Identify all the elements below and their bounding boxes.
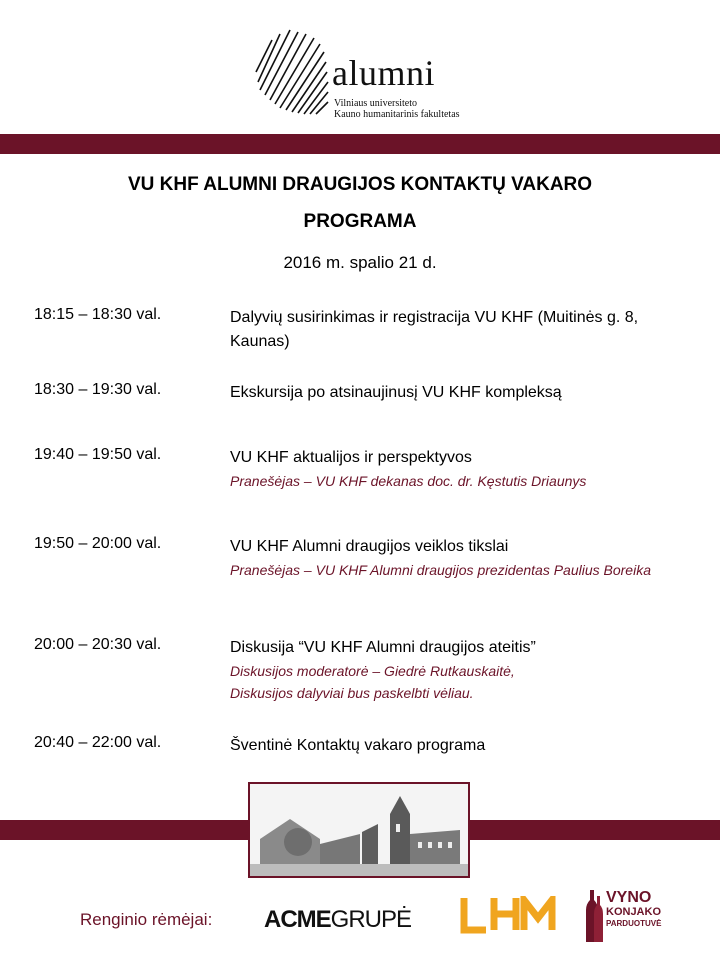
building-illustration [250,784,468,876]
vyno-logo-line-2: KONJAKO [606,906,662,918]
acme-grupe-logo [264,906,411,934]
schedule-desc: Dalyvių susirinkimas ir registracija VU KHF (Muitinės g. 8, Kaunas) [230,309,639,350]
schedule-desc: Šventinė Kontaktų vakaro programa [230,737,486,754]
logo-subtitle [334,98,460,120]
schedule-speaker-note: Pranešėjas – VU KHF dekanas doc. dr. Kęstutis Driaunys [230,473,587,489]
schedule-time: 20:00 – 20:30 val. [34,636,162,653]
schedule-desc: Ekskursija po atsinaujinusį VU KHF kompleksą [230,384,562,401]
lhm-logo [460,896,558,934]
schedule-time: 18:15 – 18:30 val. [34,306,162,323]
acme-logo-part-1: ACME [264,906,331,933]
acme-logo-part-2: GRUPĖ [330,906,412,933]
logo-subtitle-line-2: Kauno humanitarinis fakultetas [334,109,460,120]
schedule-desc: Diskusija “VU KHF Alumni draugijos ateitis” [230,639,536,656]
schedule-desc: VU KHF Alumni draugijos veiklos tikslai [230,538,509,555]
schedule-participants-note: Diskusijos dalyviai bus paskelbti vėliau. [230,685,474,701]
vyno-logo-line-3: PARDUOTUVĖ [606,919,662,928]
program-title-line-2: PROGRAMA [303,211,417,232]
schedule-desc-block [230,446,690,492]
vyno-logo-text [606,890,661,930]
schedule-desc-block [230,636,690,704]
schedule-moderator-note: Diskusijos moderatorė – Giedrė Rutkauskaitė, [230,663,515,679]
schedule-desc: VU KHF aktualijos ir perspektyvos [230,449,472,466]
vyno-logo-line-1: VYNO [606,889,652,906]
campus-building-image [248,782,470,878]
sponsors-label: Renginio rėmėjai: [80,910,213,929]
logo-wordmark: alumni [332,53,435,93]
schedule-desc-block [230,535,690,581]
schedule-time: 18:30 – 19:30 val. [34,381,162,398]
schedule-time: 19:40 – 19:50 val. [34,446,162,463]
schedule-time: 20:40 – 22:00 val. [34,734,162,751]
logo-subtitle-line-1: Vilniaus universiteto [334,98,417,109]
top-band [0,134,720,154]
schedule-time: 19:50 – 20:00 val. [34,535,162,552]
program-title-line-1: VU KHF ALUMNI DRAUGIJOS KONTAKTŲ VAKARO [127,174,593,195]
event-date: 2016 m. spalio 21 d. [283,253,437,272]
schedule-speaker-note: Pranešėjas – VU KHF Alumni draugijos prezidentas Paulius Boreika [230,562,651,578]
